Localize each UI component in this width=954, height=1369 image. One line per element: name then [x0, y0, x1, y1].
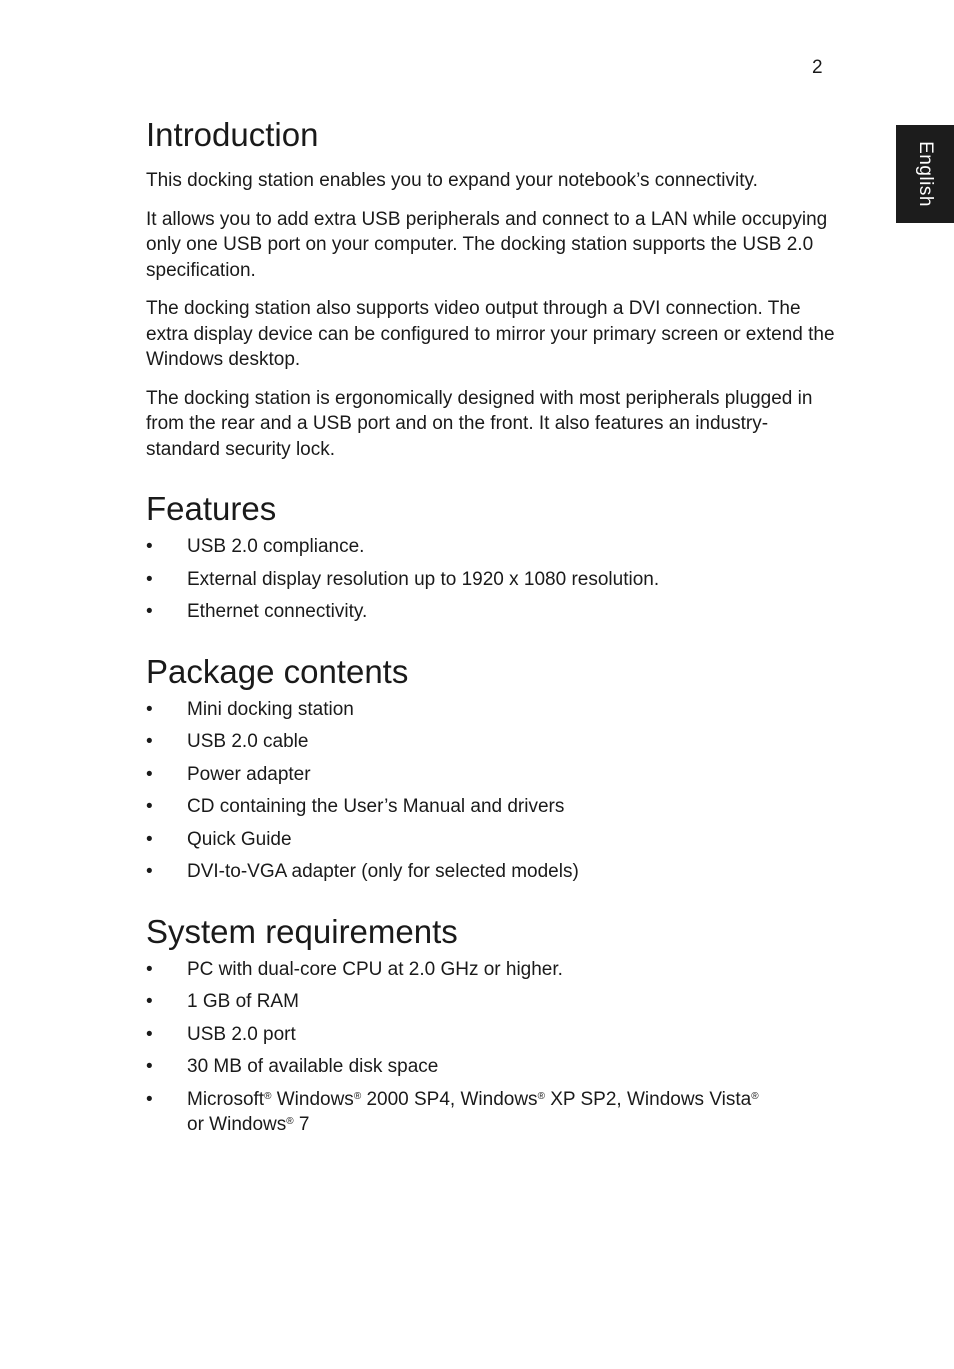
list-item-text: 1 GB of RAM — [187, 991, 299, 1012]
registered-mark: ® — [353, 1090, 362, 1102]
bullet-icon: • — [146, 601, 153, 622]
intro-paragraph-1: This docking station enables you to expand your notebook’s connectivity. — [146, 170, 758, 191]
list-item-text: External display resolution up to 1920 x 1080 resolution. — [187, 568, 660, 590]
list-item — [146, 534, 836, 560]
intro-paragraph-4: The docking station is ergonomically designed with most peripherals plugged in from the rear and a USB port and on the front. It also features an industry-standard security lock. — [146, 387, 813, 460]
language-tab-label: English — [915, 141, 936, 207]
list-item-text: CD containing the User’s Manual and drivers — [187, 796, 565, 817]
os-text-xp-vista: XP SP2, Windows Vista — [544, 1088, 752, 1110]
list-item — [146, 794, 836, 820]
package-contents-list — [146, 697, 836, 885]
language-tab — [896, 125, 954, 223]
list-item-text: Quick Guide — [187, 828, 292, 850]
os-text-2000: 2000 SP4, Windows — [361, 1088, 538, 1110]
list-item-text: Ethernet connectivity. — [187, 601, 368, 622]
os-text-7: 7 — [293, 1114, 310, 1135]
features-list — [146, 534, 836, 625]
intro-paragraph-3: The docking station also supports video output through a DVI connection. The extra display device can be configured to mirror your primary screen or extend the Windows desktop. — [146, 298, 835, 370]
registered-mark: ® — [537, 1090, 545, 1102]
features-heading: Features — [146, 490, 277, 527]
bullet-icon: • — [146, 1088, 153, 1110]
list-item — [146, 859, 836, 885]
registered-mark: ® — [286, 1116, 294, 1127]
os-text-windows: Windows — [271, 1088, 354, 1110]
intro-paragraph-2: It allows you to add extra USB peripherals and connect to a LAN while occupying only one USB port on your computer. The docking station supports the USB 2.0 specification. — [146, 208, 828, 281]
list-item — [146, 827, 836, 853]
bullet-icon: • — [146, 1023, 153, 1045]
bullet-icon: • — [146, 991, 153, 1012]
list-item — [146, 697, 836, 723]
list-item — [146, 989, 836, 1015]
bullet-icon: • — [146, 731, 153, 752]
bullet-icon: • — [146, 1056, 153, 1077]
registered-mark: ® — [751, 1090, 759, 1102]
os-text-microsoft: Microsoft — [187, 1088, 265, 1110]
system-requirements-heading: System requirements — [146, 912, 458, 950]
list-item-text: DVI-to-VGA adapter (only for selected models) — [187, 861, 579, 882]
bullet-icon: • — [146, 536, 153, 557]
list-item — [146, 1022, 836, 1048]
list-item — [146, 567, 836, 593]
list-item — [146, 1054, 836, 1080]
registered-mark: ® — [264, 1090, 272, 1102]
list-item-text: USB 2.0 compliance. — [187, 536, 365, 557]
list-item — [146, 729, 836, 755]
introduction-heading: Introduction — [146, 116, 319, 153]
page-number: 2 — [812, 57, 823, 78]
package-contents-heading: Package contents — [146, 652, 409, 690]
system-requirements-list — [146, 957, 836, 1138]
bullet-icon: • — [146, 698, 153, 720]
list-item-text: Power adapter — [187, 763, 311, 785]
os-requirement-item — [146, 1087, 836, 1138]
os-text-or-windows: or Windows — [187, 1114, 287, 1135]
list-item-text: USB 2.0 port — [187, 1023, 296, 1045]
os-requirement-text — [187, 1089, 759, 1136]
bullet-icon: • — [146, 796, 153, 817]
list-item — [146, 957, 836, 983]
bullet-icon: • — [146, 958, 153, 980]
list-item — [146, 762, 836, 788]
bullet-icon: • — [146, 568, 153, 590]
list-item-text: USB 2.0 cable — [187, 731, 309, 752]
page-content — [146, 114, 836, 1145]
list-item-text: Mini docking station — [187, 698, 354, 720]
list-item-text: 30 MB of available disk space — [187, 1056, 439, 1077]
list-item-text: PC with dual-core CPU at 2.0 GHz or higher. — [187, 958, 563, 980]
bullet-icon: • — [146, 828, 153, 850]
list-item — [146, 599, 836, 625]
bullet-icon: • — [146, 763, 153, 785]
bullet-icon: • — [146, 861, 153, 882]
